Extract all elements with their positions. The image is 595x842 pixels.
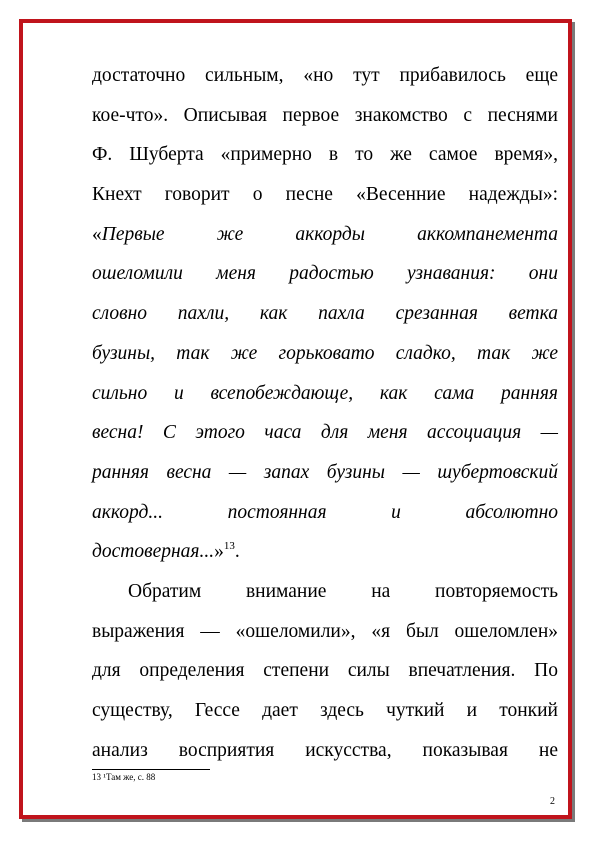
quote-line: бузины, так же горьковато сладко, так же (92, 342, 558, 364)
quote-text: достоверная... (92, 541, 215, 563)
quote-line: словно пахли, как пахла срезанная ветка (92, 303, 558, 325)
period: . (234, 541, 240, 563)
quote-line: сильно и всепобеждающе, как сама ранняя (92, 382, 558, 404)
body-text (92, 56, 558, 770)
text-line: для определения степени силы впечатления. По (92, 660, 558, 682)
text-line: Кнехт говорит о песне «Весенние надежды»: (92, 184, 558, 206)
footnote-separator (92, 769, 210, 770)
quote-text: Первые же аккорды аккомпанемента (101, 223, 558, 245)
quote-open: « (92, 223, 102, 245)
text-line: кое-что». Описывая первое знакомство с песнями (92, 104, 558, 126)
quote-line (92, 215, 558, 255)
quote-line: аккорд... постоянная и абсолютно (92, 501, 558, 523)
footnote: 13 ¹Там же, с. 88 (92, 772, 156, 782)
text-line: выражения — «ошеломили», «я был ошеломлен» (92, 620, 558, 642)
quote-line-last (92, 532, 558, 572)
text-line: анализ восприятия искусства, показывая не (92, 739, 558, 761)
text-line: Ф. Шуберта «примерно в то же самое время», (92, 144, 558, 166)
quote-line: ранняя весна — запах бузины — шубертовский (92, 461, 558, 483)
quote-line: весна! С этого часа для меня ассоциация — (92, 422, 558, 444)
text-line: Обратим внимание на повторяемость (128, 580, 558, 602)
quote-line: ошеломили меня радостью узнавания: они (92, 263, 558, 285)
page-number: 2 (550, 796, 555, 807)
quote-close: » (214, 541, 224, 563)
text-line: достаточно сильным, «но тут прибавилось еще (92, 65, 558, 86)
footnote-ref[interactable]: 13 (223, 540, 235, 553)
text-line: существу, Гессе дает здесь чуткий и тонкий (92, 700, 558, 721)
